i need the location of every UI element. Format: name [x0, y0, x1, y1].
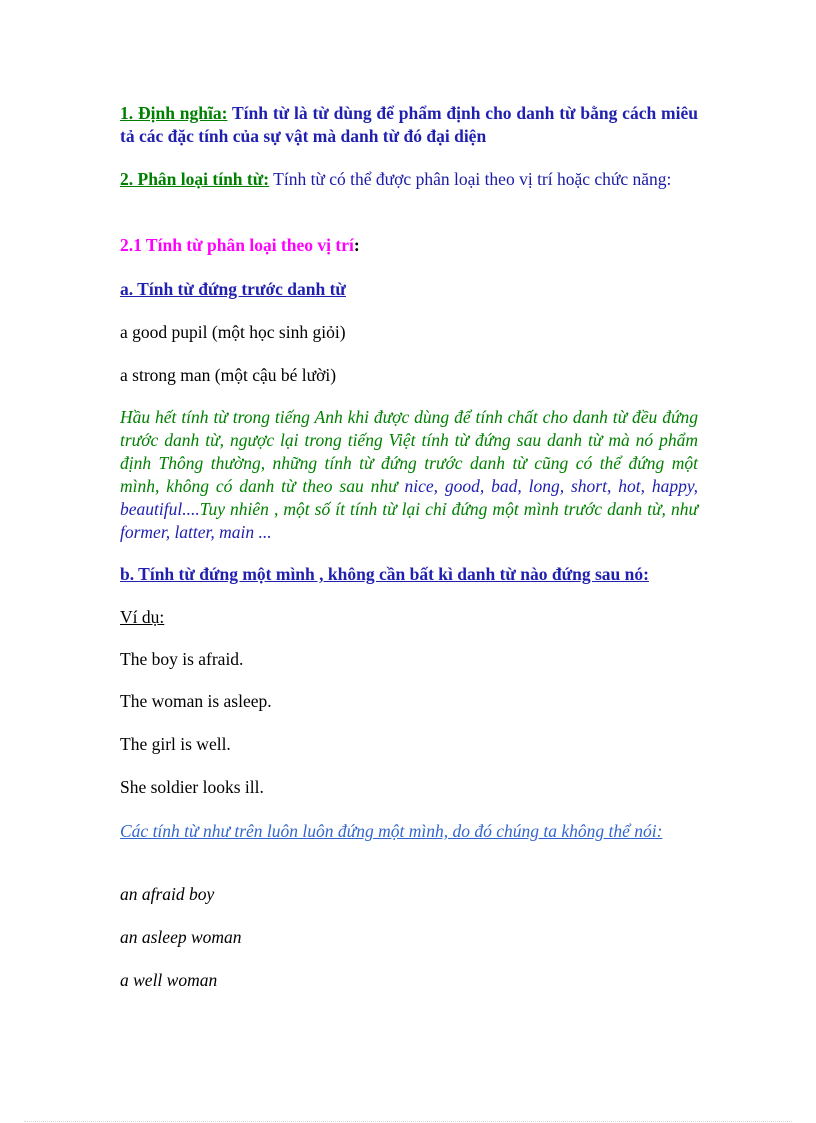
- position-classification-heading: [120, 234, 698, 257]
- section-a-note-exceptions: former, latter, main ...: [120, 522, 272, 542]
- example-label: Ví dụ:: [120, 607, 165, 627]
- section-b-example-2: The woman is asleep.: [120, 691, 272, 711]
- section-a-note: [120, 406, 698, 544]
- section-a-note-text-1: Hầu hết tính từ trong tiếng Anh khi được dùng để tính chất cho danh từ đều đứng trước danh từ, ngược lại trong tiếng Việt tính từ đứng sau danh từ mà nó phẩm định Thông thường, những tính từ đứng trước danh từ cũng có thể đứng một mình, không có danh từ theo sau như: [120, 407, 698, 496]
- section-b-example-3: The girl is well.: [120, 734, 231, 754]
- incorrect-example-1: an afraid boy: [120, 884, 215, 904]
- incorrect-example-2: an asleep woman: [120, 927, 242, 947]
- section-b-heading: b. Tính từ đứng một mình , không cần bất kì danh từ nào đứng sau nó:: [120, 564, 649, 584]
- section-a-note-text-2: Tuy nhiên , một số ít tính từ lại chỉ đứng một mình trước danh từ, như: [199, 499, 698, 519]
- section-a-example-1: a good pupil (một học sinh giỏi): [120, 322, 346, 342]
- section-a-note-examples: nice, good, bad, long, short, hot, happy, beautiful....: [120, 476, 698, 519]
- definition-heading: 1. Định nghĩa:: [120, 103, 228, 123]
- definition-paragraph: [120, 102, 698, 148]
- classification-text: Tính từ có thể được phân loại theo vị trí hoặc chức năng:: [269, 169, 672, 189]
- position-heading-colon: :: [353, 235, 360, 255]
- section-b-example-1: The boy is afraid.: [120, 649, 244, 669]
- section-a-heading: a. Tính từ đứng trước danh từ: [120, 279, 346, 299]
- section-a-example-2: a strong man (một cậu bé lười): [120, 365, 337, 385]
- definition-text: Tính từ là từ dùng để phẩm định cho danh từ bằng cách miêu tả các đặc tính của sự vật mà danh từ đó đại diện: [120, 103, 698, 146]
- section-b-note: Các tính từ như trên luôn luôn đứng một mình, do đó chúng ta không thể nói:: [120, 821, 663, 841]
- section-b-example-4: She soldier looks ill.: [120, 777, 264, 797]
- page-bottom-divider: [24, 1121, 792, 1122]
- incorrect-example-3: a well woman: [120, 970, 218, 990]
- classification-heading: 2. Phân loại tính từ:: [120, 169, 270, 189]
- classification-paragraph: [120, 168, 698, 191]
- position-heading-text: 2.1 Tính từ phân loại theo vị trí: [120, 235, 354, 255]
